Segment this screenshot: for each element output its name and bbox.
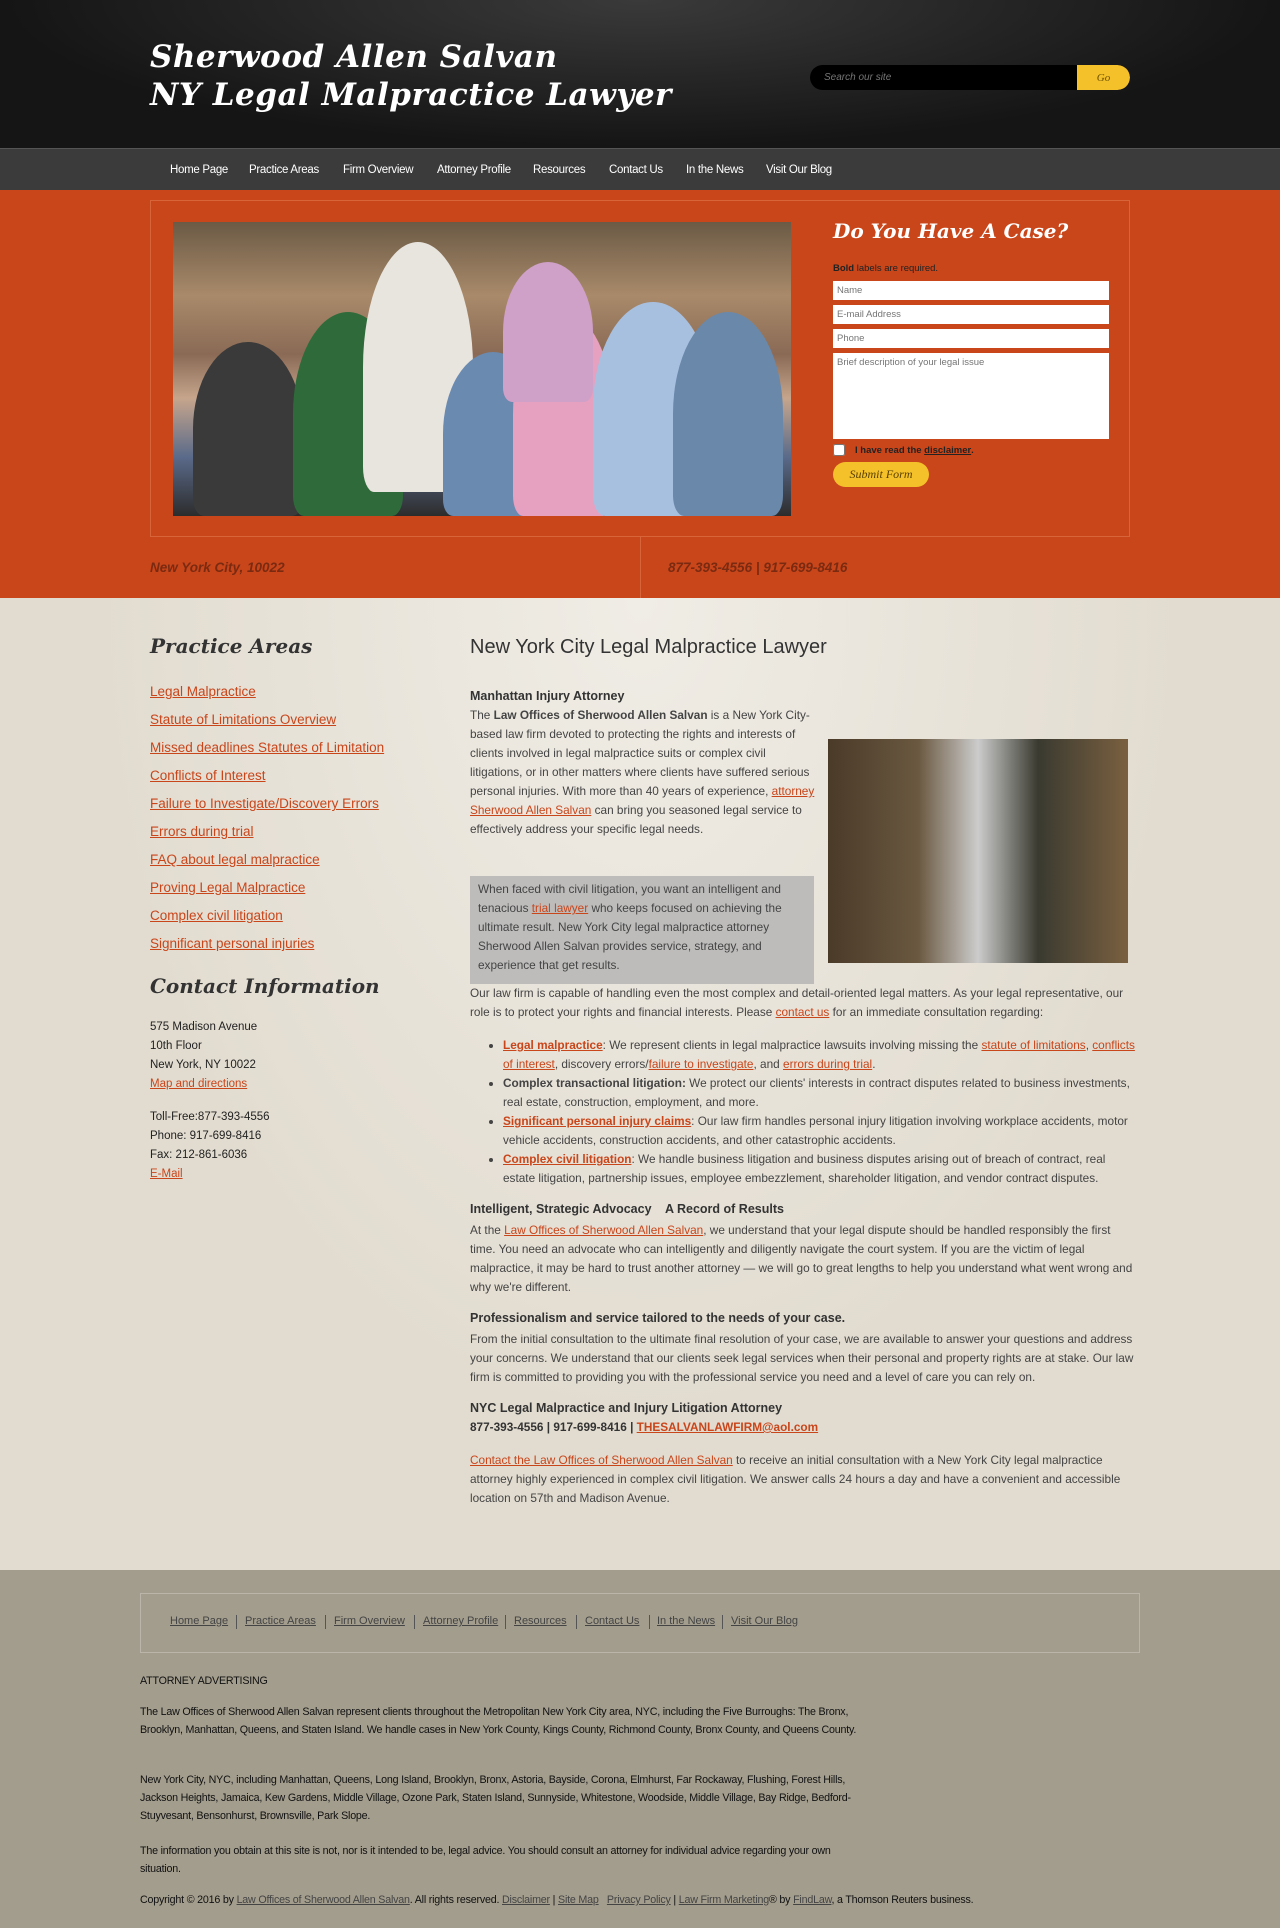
practice-link[interactable]: Conflicts of Interest [150,768,266,783]
advocacy-paragraph: At the Law Offices of Sherwood Allen Salvan, we understand that your legal dispute should be handled responsibly the first time. You need an advocate who can intelligently and diligently navigate the court system. If you are the victim of legal malpractice, it may be hard to trust another attorney — we will go to great lengths to help you understand what went wrong and why we're different. [470,1223,1133,1294]
list-item: • Complex transactional litigation: We protect our clients' interests in contract disputes related to business investments, real estate, construction, employment, and more. [503,1074,1135,1112]
attorney-portrait [828,739,1128,963]
attorney-advertising: ATTORNEY ADVERTISING [140,1675,268,1687]
main-nav [0,148,1280,190]
conflicts-link[interactable]: conflicts of interest [503,1038,1135,1071]
copyright: Copyright © 2016 by Law Offices of Sherwood Allen Salvan. All rights reserved. Disclaimer | Site Map Privacy Policy | Law Firm Marketing® by FindLaw, a Thomson Reuters business. [140,1894,974,1906]
practice-link[interactable]: FAQ about legal malpractice [150,852,320,867]
logo-line-2: NY Legal Malpractice Lawyer [150,77,672,113]
nav-in-the-news[interactable]: In the News [686,164,744,176]
footer-nav-home[interactable]: Home Page [170,1615,229,1627]
contact-law-offices-link[interactable]: Contact the Law Offices of Sherwood Allen Salvan [470,1453,733,1467]
contact-line: 877-393-4556 | 917-699-8416 | THESALVANLAWFIRM@aol.com [470,1420,819,1434]
description-field[interactable] [833,353,1109,439]
footer-disclaimer: The information you obtain at this site is not, nor is it intended to be, legal advice. You should consult an attorney for individual advice regarding your own situation. [140,1845,831,1875]
nav-home[interactable]: Home Page [170,164,229,176]
nav-blog[interactable]: Visit Our Blog [766,164,832,176]
main-content [470,638,1135,657]
law-offices-link[interactable]: Law Offices of Sherwood Allen Salvan [504,1223,704,1237]
section-heading: Professionalism and service tailored to the needs of your case. [470,1311,846,1325]
injury-claims-link[interactable]: Significant personal injury claims [503,1114,692,1128]
family-photo [173,222,791,516]
search-box [810,65,1130,90]
practice-link[interactable]: Legal Malpractice [150,684,256,699]
practice-link[interactable]: Failure to Investigate/Discovery Errors [150,796,379,811]
marketing-link[interactable]: Law Firm Marketing [678,1894,769,1906]
footer-nav [140,1593,1140,1653]
footer-nav-blog[interactable]: Visit Our Blog [731,1615,799,1627]
firm-email-link[interactable]: THESALVANLAWFIRM@aol.com [636,1420,819,1434]
email-field[interactable] [833,305,1109,324]
civil-litigation-link[interactable]: Complex civil litigation [503,1152,632,1166]
failure-link[interactable]: failure to investigate [648,1057,754,1071]
services-list [503,1036,1135,1188]
list-item: • Complex civil litigation: We handle business litigation and business disputes arising out of breach of contract, real estate litigation, partnership issues, employee embezzlement, shareholder litigation, and vendor contract disputes. [503,1150,1135,1188]
disclaimer-label: I have read the [855,444,922,456]
location-city: New York City, 10022 [150,560,285,575]
findlaw-link[interactable]: FindLaw [793,1894,832,1906]
submit-form-button[interactable]: Submit Form [833,462,929,487]
practice-link[interactable]: Statute of Limitations Overview [150,712,337,727]
footer-nav-contact[interactable]: Contact Us [585,1615,640,1627]
case-form: Do You Have A Case? Bold labels are required. Name E-mail Address Phone Brief description of your legal issue I have read the disclaimer . Submit Form [833,219,1113,487]
divider [640,537,641,598]
copyright-firm-link[interactable]: Law Offices of Sherwood Allen Salvan [236,1894,410,1906]
footer-paragraph: The Law Offices of Sherwood Allen Salvan represent clients throughout the Metropolitan New York City area, NYC, including the Five Burroughs: The Bronx, Brooklyn, Manhattan, Queens, and Staten Island. We handle cases in New York County, Kings County, Richmond County, Bronx County, and Queens County. [140,1706,857,1736]
footer-paragraph: New York City, NYC, including Manhattan, Queens, Long Island, Brooklyn, Bronx, Astoria, Bayside, Corona, Elmhurst, Far Rockaway, Flushing, Forest Hills, Jackson Heights, Jamaica, Kew Gardens, Middle Village, Ozone Park, Staten Island, Sunnyside, Whitestone, Woodside, Middle Village, Bay Ridge, Bedford-Stuyvesant, Bensonhurst, Brownsville, Park Slope. [140,1774,851,1822]
trial-lawyer-link[interactable]: trial lawyer [531,901,589,915]
map-directions-link[interactable]: Map and directions [150,1078,248,1090]
statute-link[interactable]: statute of limitations [981,1038,1086,1052]
footer-nav-attorney[interactable]: Attorney Profile [423,1615,499,1627]
footer-nav-news[interactable]: In the News [657,1615,716,1627]
search-go-button[interactable]: Go [1077,65,1130,90]
main-body [470,984,1135,1508]
nav-practice-areas[interactable]: Practice Areas [249,164,319,176]
required-note: Bold labels are required. [833,263,939,274]
hero-box [150,200,1130,537]
phone-field[interactable] [833,329,1109,348]
hero-section [0,190,1280,598]
disclaimer-link[interactable]: disclaimer [924,444,972,456]
intro [470,687,820,839]
page-title: New York City Legal Malpractice Lawyer [470,636,827,658]
name-field[interactable] [833,281,1109,300]
search-input[interactable] [810,65,1077,90]
logo-line-1: Sherwood Allen Salvan [150,39,558,75]
section-heading: Manhattan Injury Attorney [470,689,625,703]
site-logo[interactable] [150,38,672,114]
practice-areas-heading: Practice Areas [150,634,313,658]
footer-nav-resources[interactable]: Resources [514,1615,567,1627]
practice-link[interactable]: Complex civil litigation [150,908,283,923]
list-item: • Significant personal injury claims: Our law firm handles personal injury litigation involving workplace accidents, motor vehicle accidents, construction accidents, and other catastrophic accidents. [503,1112,1135,1150]
list-item: • Legal malpractice: We represent clients in legal malpractice lawsuits involving missing the statute of limitations, conflicts of interest, discovery errors/failure to investigate, and errors during trial. [503,1036,1135,1074]
capability-paragraph: Our law firm is capable of handling even the most complex and detail-oriented legal matters. As your legal representative, our role is to protect your rights and financial interests. Please contact us for an immediate consultation regarding: [470,986,1124,1019]
disclaimer-checkbox[interactable] [833,444,845,456]
nav-attorney-profile[interactable]: Attorney Profile [437,164,511,176]
phone-block: Toll-Free:877-393-4556 Phone: 917-699-8416 Fax: 212-861-6036 E-Mail [150,1111,270,1180]
nav-resources[interactable]: Resources [533,164,586,176]
practice-link[interactable]: Missed deadlines Statutes of Limitation [150,740,385,755]
privacy-link[interactable]: Privacy Policy [606,1894,671,1906]
location-phones: 877-393-4556 | 917-699-8416 [668,560,848,575]
footer-nav-practice[interactable]: Practice Areas [245,1615,316,1627]
practice-link[interactable]: Errors during trial [150,824,254,839]
header [0,0,1280,148]
contact-us-link[interactable]: contact us [775,1005,830,1019]
footer-nav-firm[interactable]: Firm Overview [334,1615,405,1627]
practice-link[interactable]: Significant personal injuries [150,936,315,951]
intro-paragraph: The Law Offices of Sherwood Allen Salvan is a New York City-based law firm devoted to protecting the rights and interests of clients involved in legal malpractice suits or complex civil litigations, or in other matters where clients have suffered serious personal injuries. With more than 40 years of experience, attorney Sherwood Allen Salvan can bring you seasoned legal service to effectively address your specific legal needs. [470,708,815,836]
address-block: 575 Madison Avenue 10th Floor New York, NY 10022 Map and directions [150,1021,258,1090]
closing-paragraph: Contact the Law Offices of Sherwood Allen Salvan to receive an initial consultation with a New York City legal malpractice attorney highly experienced in complex civil litigation. We answer calls 24 hours a day and have a convenient and accessible location on 57th and Madison Avenue. [470,1453,1121,1505]
email-link[interactable]: E-Mail [150,1168,183,1180]
section-heading: NYC Legal Malpractice and Injury Litigation Attorney [470,1401,783,1415]
disclaimer-footer-link[interactable]: Disclaimer [502,1894,550,1906]
form-title: Do You Have A Case? [833,219,1069,243]
practice-link[interactable]: Proving Legal Malpractice [150,880,306,895]
errors-link[interactable]: errors during trial [783,1057,873,1071]
professionalism-paragraph: From the initial consultation to the ultimate final resolution of your case, we are available to answer your questions and address your concerns. We understand that our clients seek legal services when their personal and property rights are at stake. Our law firm is committed to providing you with the professional service you need and a level of care you can rely on. [470,1332,1134,1384]
legal-malpractice-link[interactable]: Legal malpractice [503,1038,603,1052]
contact-info-heading: Contact Information [150,974,380,998]
section-heading: Intelligent, Strategic Advocacy A Record of Results [470,1202,784,1216]
quote-box: When faced with civil litigation, you want an intelligent and tenacious trial lawyer who keeps focused on achieving the ultimate result. New York City legal malpractice attorney Sherwood Allen Salvan provides service, strategy, and experience that get results. [470,876,814,984]
sitemap-link[interactable]: Site Map [558,1894,599,1906]
nav-contact-us[interactable]: Contact Us [609,164,663,176]
nav-firm-overview[interactable]: Firm Overview [343,164,414,176]
attorney-link[interactable]: attorney Sherwood Allen Salvan [470,784,815,817]
